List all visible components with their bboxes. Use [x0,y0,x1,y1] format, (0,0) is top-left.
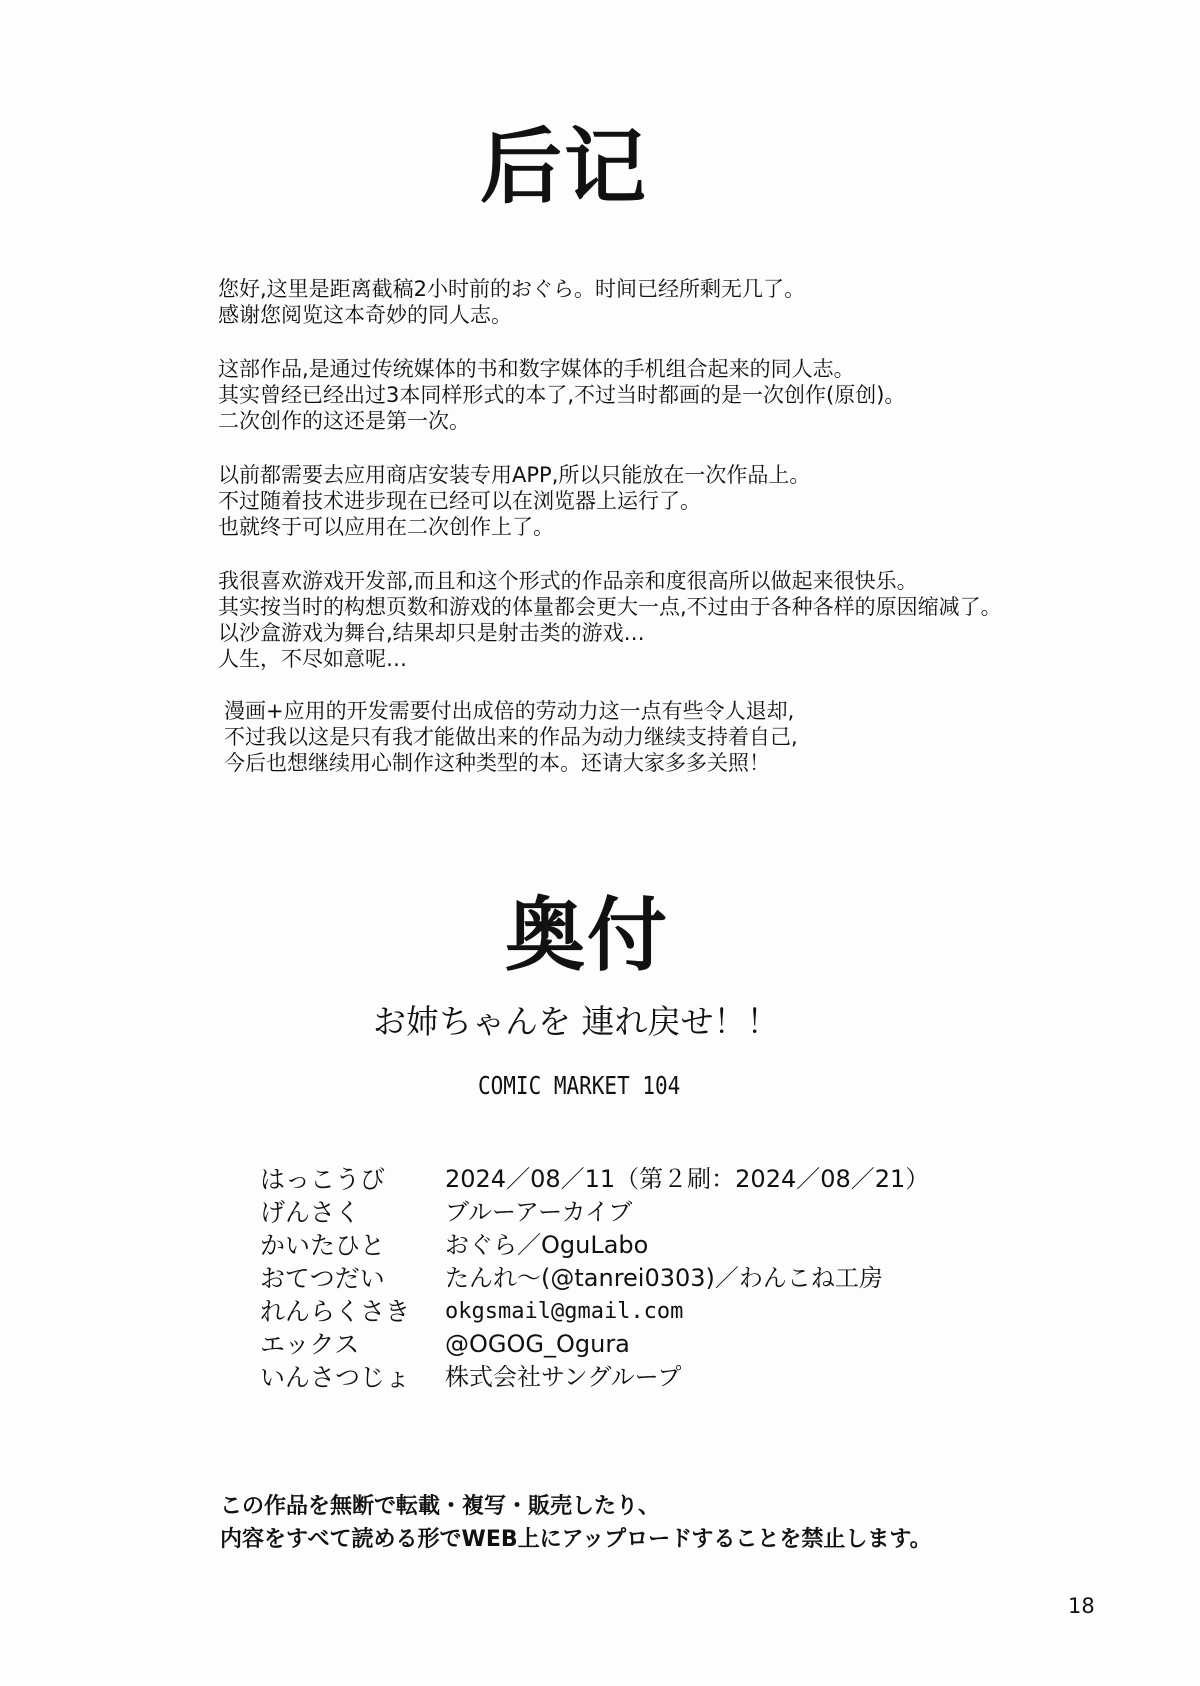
afterword-line: 不过随着技术进步现在已经可以在浏览器上运行了。 [218,489,701,513]
colophon-value: おぐら／OguLabo [445,1231,649,1259]
afterword-line: 也就终于可以应用在二次创作上了。 [218,515,554,539]
afterword-line: 漫画+应用的开发需要付出成倍的劳动力这一点有些令人退却, [224,699,795,723]
colophon-label: エックス [260,1330,360,1359]
afterword-line: 其实曾经已经出过3本同样形式的本了,不过当时都画的是一次创作(原创)。 [218,383,906,407]
notice-line: 内容をすべて読める形でWEB上にアップロードすることを禁止します。 [220,1527,932,1552]
afterword-line: 您好,这里是距离截稿2小时前的おぐら。时间已经所剩无几了。 [218,277,806,301]
colophon-value: @OGOG_Ogura [445,1330,630,1358]
afterword-line: 其实按当时的构想页数和游戏的体量都会更大一点,不过由于各种各样的原因缩减了。 [218,595,1002,619]
afterword-line: 感谢您阅览这本奇妙的同人志。 [218,303,512,327]
afterword-line: 人生，不尽如意呢… [218,647,407,671]
colophon-value: 2024／08／11（第２刷：2024／08／21） [445,1165,930,1193]
afterword-paragraph [218,276,1098,328]
colophon-label: かいたひと [260,1231,386,1260]
page-number: 18 [1068,1594,1095,1618]
colophon-label: れんらくさき [260,1297,411,1326]
colophon-row-contact [260,1295,929,1328]
colophon-row-date [260,1163,929,1196]
afterword-line: 不过我以这是只有我才能做出来的作品为动力继续支持着自己, [224,725,798,749]
copyright-notice [220,1490,932,1556]
colophon-title: 奥付 [505,889,669,982]
afterword-paragraph [218,698,1098,776]
afterword-line: 这部作品,是通过传统媒体的书和数字媒体的手机组合起来的同人志。 [218,357,855,381]
colophon-label: おてつだい [260,1264,385,1293]
afterword-paragraph [218,568,1098,672]
colophon-label: はっこうび [260,1165,386,1194]
colophon-row-x [260,1328,929,1361]
colophon-table [260,1163,929,1394]
afterword-title: 后记 [480,120,649,215]
afterword-line: 二次创作的这还是第一次。 [218,409,470,433]
colophon-label: げんさく [260,1198,361,1227]
afterword-line: 以前都需要去应用商店安装专用APP,所以只能放在一次作品上。 [218,463,811,487]
book-title: お姉ちゃんを 連れ戻せ！！ [373,1002,780,1041]
colophon-row-assistant [260,1262,929,1295]
colophon-row-printer [260,1361,929,1394]
colophon-row-author [260,1229,929,1262]
colophon-value: okgsmail@gmail.com [445,1299,684,1324]
colophon-value: 株式会社サングループ [445,1363,682,1391]
afterword-line: 今后也想继续用心制作这种类型的本。还请大家多多关照！ [224,751,770,775]
colophon-value: ブルーアーカイブ [445,1198,633,1226]
afterword-body [218,276,1098,804]
afterword-paragraph [218,462,1098,540]
colophon-row-original-work [260,1196,929,1229]
afterword-line: 以沙盒游戏为舞台,结果却只是射击类的游戏… [218,621,645,645]
afterword-line: 我很喜欢游戏开发部,而且和这个形式的作品亲和度很高所以做起来很快乐。 [218,569,918,593]
colophon-label: いんさつじょ [260,1363,411,1392]
afterword-paragraph [218,356,1098,434]
colophon-value: たんれ～(@tanrei0303)／わんこね工房 [445,1264,883,1292]
event-name: COMIC MARKET 104 [478,1071,681,1100]
notice-line: この作品を無断で転載・複写・販売したり、 [220,1494,661,1519]
